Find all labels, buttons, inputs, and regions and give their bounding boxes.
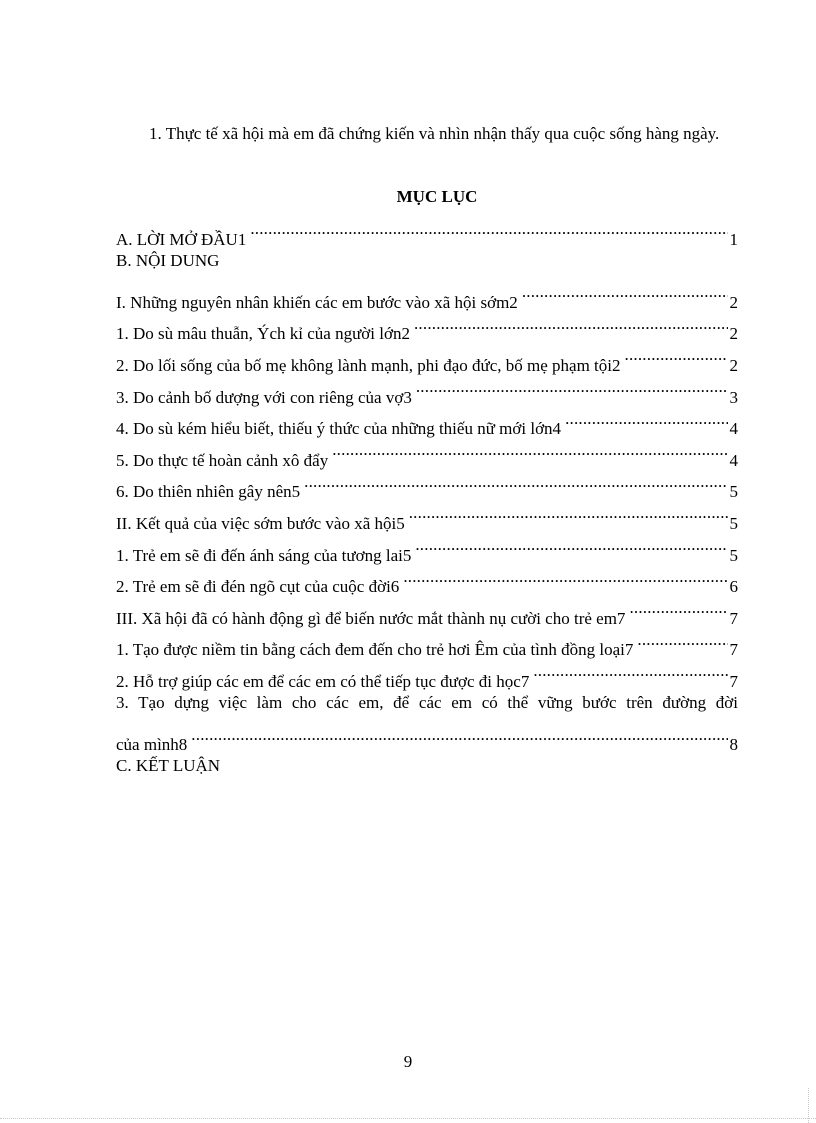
dot-leader bbox=[304, 466, 727, 498]
toc-entry-page: 7 bbox=[729, 671, 738, 691]
toc-entry-page: 7 bbox=[729, 608, 738, 628]
dot-leader bbox=[409, 497, 728, 529]
dot-leader bbox=[403, 561, 727, 593]
toc-entry-label: A. LỜI MỞ ĐẦU1 bbox=[116, 229, 247, 249]
toc-entry-label: I. Những nguyên nhân khiến các em bước vào xã hội sớm2 bbox=[116, 292, 518, 312]
page-right-border bbox=[808, 1088, 809, 1123]
toc-entry-label: 5. Do thực tế hoàn cảnh xô đẩy bbox=[116, 450, 329, 470]
toc-entry-page: 2 bbox=[729, 355, 738, 375]
dot-leader bbox=[637, 624, 727, 656]
toc-entry-page: 2 bbox=[729, 324, 738, 344]
toc-entry-page: 8 bbox=[729, 735, 738, 755]
toc-title: MỤC LỤC bbox=[396, 187, 478, 206]
dot-leader bbox=[415, 529, 727, 561]
toc-entry-page: 4 bbox=[729, 450, 738, 470]
dot-leader bbox=[565, 403, 727, 435]
toc-entry-section-i[interactable] bbox=[116, 276, 738, 312]
toc-entry-label: 2. Hỗ trợ giúp các em để các em có thể tiếp tục được đi học7 bbox=[116, 671, 530, 691]
toc-entry-label: 1. Do sù mâu thuẫn, Ých kỉ của người lớn2 bbox=[116, 324, 410, 344]
toc-entry-page: 1 bbox=[729, 229, 738, 249]
toc-entry-label: 2. Trẻ em sẽ đi đén ngõ cụt của cuộc đời6 bbox=[116, 577, 400, 597]
toc-entry-label: 3. Do cảnh bố dượng với con riêng của vợ3 bbox=[116, 387, 412, 407]
toc-entry-label: III. Xã hội đã có hành động gì để biến nước mắt thành nụ cười cho trẻ em7 bbox=[116, 608, 626, 628]
toc-entry-page: 4 bbox=[729, 419, 738, 439]
dot-leader bbox=[625, 339, 728, 371]
dot-leader bbox=[332, 434, 727, 466]
toc-entry-label: C. KẾT LUẬN bbox=[116, 756, 221, 776]
toc-entry-label: 1. Tạo được niềm tin bằng cách đem đến cho trẻ hơi Êm của tình đồng loại7 bbox=[116, 640, 634, 660]
toc-entry-continuation bbox=[116, 719, 738, 755]
dot-leader bbox=[522, 276, 728, 308]
toc-entry-label: B. NỘI DUNG bbox=[116, 250, 220, 270]
toc-entry-page: 5 bbox=[729, 545, 738, 565]
toc-entry-page: 2 bbox=[729, 292, 738, 312]
page-number: 9 bbox=[403, 1052, 413, 1071]
toc-entry-label: 4. Do sù kém hiểu biết, thiếu ý thức của những thiếu nữ mới lớn4 bbox=[116, 419, 562, 439]
dot-leader bbox=[250, 213, 727, 245]
toc-entry-page: 5 bbox=[729, 482, 738, 502]
toc-entry-noi-dung[interactable] bbox=[116, 245, 738, 277]
page-bottom-border bbox=[0, 1118, 816, 1119]
dot-leader bbox=[191, 719, 727, 751]
intro-paragraph: 1. Thực tế xã hội mà em đã chứng kiến và nhìn nhận thấy qua cuộc sống hàng ngày. bbox=[149, 124, 720, 143]
table-of-contents bbox=[116, 213, 738, 782]
toc-entry-ket-luan[interactable] bbox=[116, 750, 738, 782]
dot-leader bbox=[629, 592, 727, 624]
toc-entry-label: II. Kết quả của việc sớm bước vào xã hội5 bbox=[116, 513, 405, 533]
dot-leader bbox=[533, 655, 727, 687]
toc-entry-iii-3[interactable] bbox=[116, 687, 738, 755]
toc-entry-page: 7 bbox=[729, 640, 738, 660]
toc-entry-label: 3. Tạo dựng việc làm cho các em, để các em có thể vững bước trên đường đời bbox=[116, 692, 738, 712]
toc-entry-page: 6 bbox=[729, 577, 738, 597]
toc-entry-label: 6. Do thiên nhiên gây nên5 bbox=[116, 482, 301, 502]
toc-entry-page: 5 bbox=[729, 513, 738, 533]
toc-entry-label: 2. Do lối sống của bố mẹ không lành mạnh, phi đạo đức, bố mẹ phạm tội2 bbox=[116, 355, 621, 375]
toc-entry-label: 1. Trẻ em sẽ đi đến ánh sáng của tương lai5 bbox=[116, 545, 412, 565]
toc-entry-page: 3 bbox=[729, 387, 738, 407]
dot-leader bbox=[416, 371, 728, 403]
toc-entry-loi-mo-dau[interactable] bbox=[116, 213, 738, 249]
dot-leader bbox=[414, 308, 728, 340]
toc-entry-label-continued: của mình8 bbox=[116, 735, 188, 755]
